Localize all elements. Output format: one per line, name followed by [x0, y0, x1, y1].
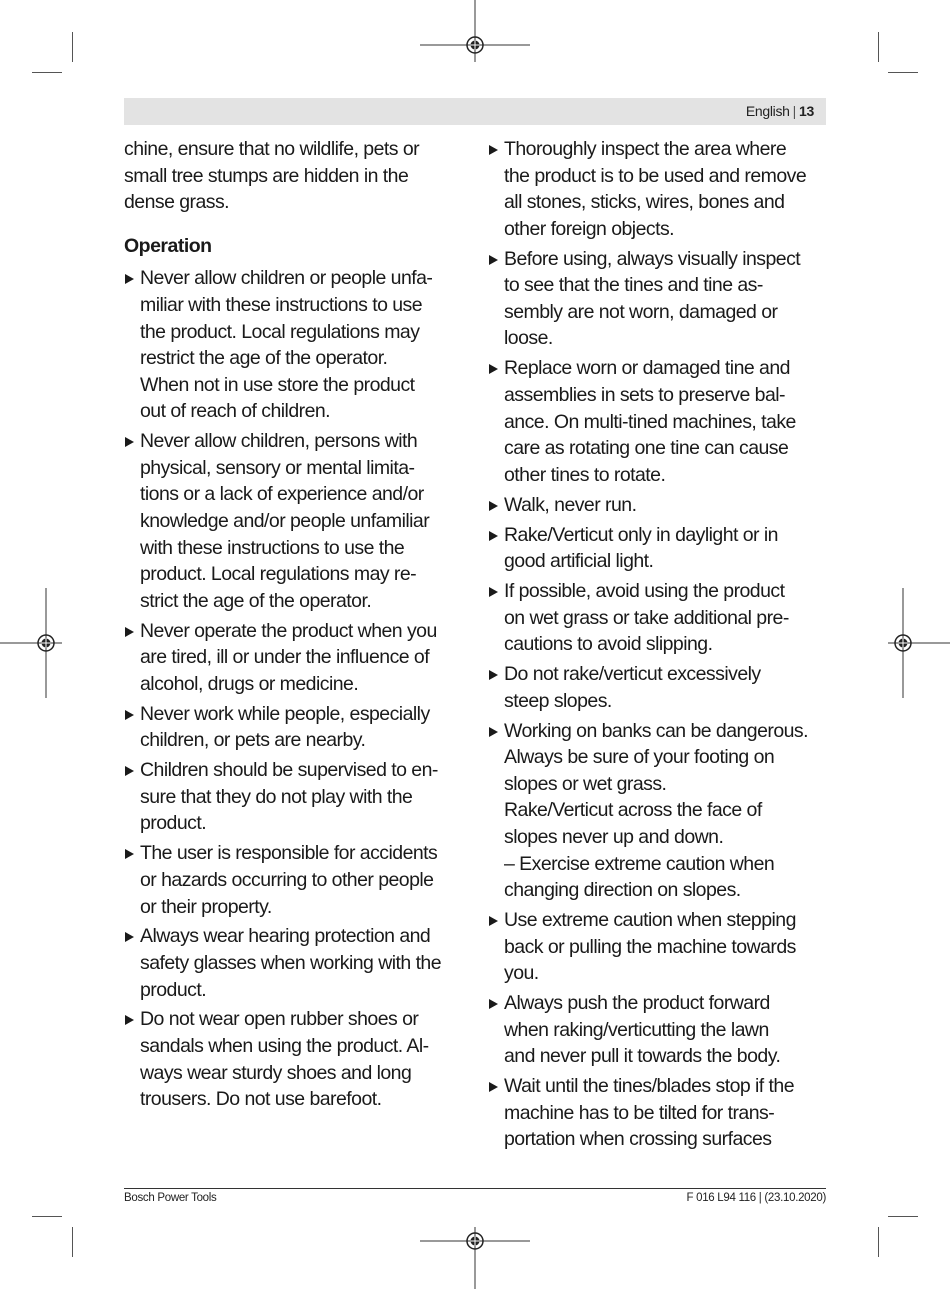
bullet-line: you.	[504, 962, 539, 985]
bullet-line: sandals when using the product. Al-	[140, 1035, 429, 1058]
bullet-line: assemblies in sets to preserve bal-	[504, 383, 785, 406]
bullet-line: Before using, always visually inspect	[504, 247, 801, 270]
bullet-line: Do not wear open rubber shoes or	[140, 1008, 419, 1031]
bullet-line: sembly are not worn, damaged or	[504, 300, 778, 323]
bullet-triangle-icon	[489, 255, 498, 265]
bullet-line: When not in use store the product	[140, 373, 415, 396]
bullet-item	[488, 522, 826, 575]
registration-mark-top	[420, 0, 530, 62]
bullet-line: when raking/verticutting the lawn	[504, 1018, 769, 1041]
header-language: English	[745, 103, 790, 119]
bullet-triangle-icon	[125, 1015, 134, 1025]
bullet-item	[488, 1073, 826, 1153]
bullet-line: children, or pets are nearby.	[140, 729, 366, 752]
crop-mark	[888, 72, 918, 73]
bullet-line: all stones, sticks, wires, bones and	[504, 191, 785, 214]
bullet-triangle-icon	[489, 531, 498, 541]
bullet-item	[488, 246, 826, 352]
intro-line: small tree stumps are hidden in the	[124, 164, 409, 187]
bullet-triangle-icon	[125, 766, 134, 776]
bullet-line: changing direction on slopes.	[504, 879, 741, 902]
bullet-triangle-icon	[489, 727, 498, 737]
bullet-line: cautions to avoid slipping.	[504, 633, 713, 656]
bullet-line: on wet grass or take additional pre-	[504, 606, 789, 629]
bullet-line: Always be sure of your footing on	[504, 746, 775, 769]
bullet-line: physical, sensory or mental limita-	[140, 456, 415, 479]
intro-line: dense grass.	[124, 191, 230, 214]
bullet-line: Never work while people, especially	[140, 702, 430, 725]
bullet-line: slopes or wet grass.	[504, 772, 667, 795]
bullet-item	[124, 265, 462, 425]
bullet-line: sure that they do not play with the	[140, 785, 413, 808]
left-bullet-list	[124, 265, 462, 1112]
footer-doc-id: F 016 L94 116 | (23.10.2020)	[686, 1192, 826, 1204]
bullet-line: ways wear sturdy shoes and long	[140, 1061, 412, 1084]
bullet-line: strict the age of the operator.	[140, 589, 372, 612]
section-heading: Operation	[124, 234, 212, 257]
bullet-line: with these instructions to use the	[140, 536, 405, 559]
registration-mark-bottom	[420, 1227, 530, 1289]
bullet-item	[124, 701, 462, 754]
bullet-line: Walk, never run.	[504, 493, 637, 516]
bullet-item	[124, 757, 462, 837]
bullet-line: slopes never up and down.	[504, 825, 724, 848]
intro-line: chine, ensure that no wildlife, pets or	[124, 138, 420, 160]
bullet-triangle-icon	[489, 501, 498, 511]
crop-mark	[878, 32, 879, 62]
crop-mark	[888, 1216, 918, 1217]
bullet-item	[488, 355, 826, 488]
bullet-item	[124, 428, 462, 614]
intro-paragraph	[124, 136, 462, 216]
bullet-line: the product is to be used and remove	[504, 164, 807, 187]
bullet-line: safety glasses when working with the	[140, 952, 442, 974]
bullet-line: Wait until the tines/blades stop if the	[504, 1075, 794, 1098]
registration-mark-left	[0, 588, 62, 698]
bullet-triangle-icon	[489, 587, 498, 597]
crop-mark	[878, 1227, 879, 1257]
bullet-line: Rake/Verticut across the face of	[504, 799, 762, 822]
bullet-line: back or pulling the machine towards	[504, 935, 796, 958]
bullet-triangle-icon	[489, 364, 498, 374]
bullet-item	[488, 718, 826, 904]
bullet-line: the product. Local regulations may	[140, 320, 420, 343]
bullet-item	[488, 136, 826, 242]
header-text	[746, 103, 814, 119]
crop-mark	[72, 32, 73, 62]
bullet-item	[488, 990, 826, 1070]
right-bullet-list	[488, 136, 826, 1153]
bullet-line: are tired, ill or under the influence of	[140, 646, 430, 669]
left-column	[124, 136, 462, 1116]
bullet-item	[488, 492, 826, 519]
bullet-triangle-icon	[125, 627, 134, 637]
page-header	[124, 98, 826, 125]
bullet-triangle-icon	[489, 145, 498, 155]
bullet-line: Never allow children, persons with	[140, 430, 418, 453]
bullet-line: or their property.	[140, 895, 272, 918]
bullet-line: Working on banks can be dangerous.	[504, 719, 808, 742]
bullet-line: Never allow children or people unfa-	[140, 267, 433, 290]
bullet-item	[124, 923, 462, 1003]
crop-mark	[32, 1216, 62, 1217]
bullet-item	[124, 618, 462, 698]
bullet-line: knowledge and/or people unfamiliar	[140, 510, 430, 533]
bullet-line: product.	[140, 978, 207, 1001]
bullet-line: loose.	[504, 327, 553, 350]
bullet-line: ance. On multi-tined machines, take	[504, 410, 796, 433]
footer-brand: Bosch Power Tools	[124, 1192, 217, 1204]
crop-mark	[72, 1227, 73, 1257]
bullet-line: Children should be supervised to en-	[140, 759, 438, 782]
bullet-triangle-icon	[489, 916, 498, 926]
bullet-line: If possible, avoid using the product	[504, 579, 785, 602]
bullet-triangle-icon	[489, 670, 498, 680]
bullet-line: restrict the age of the operator.	[140, 347, 388, 370]
bullet-item	[488, 578, 826, 658]
bullet-line: and never pull it towards the body.	[504, 1045, 781, 1068]
bullet-item	[124, 840, 462, 920]
bullet-line: trousers. Do not use barefoot.	[140, 1088, 382, 1111]
bullet-line: – Exercise extreme caution when	[504, 852, 775, 875]
bullet-triangle-icon	[125, 849, 134, 859]
bullet-line: to see that the tines and tine as-	[504, 274, 763, 297]
bullet-line: or hazards occurring to other people	[140, 868, 434, 891]
bullet-triangle-icon	[125, 932, 134, 942]
bullet-line: care as rotating one tine can cause	[504, 437, 789, 460]
bullet-triangle-icon	[125, 274, 134, 284]
bullet-line: other tines to rotate.	[504, 463, 666, 486]
bullet-triangle-icon	[125, 437, 134, 447]
registration-mark-right	[888, 588, 950, 698]
bullet-line: machine has to be tilted for trans-	[504, 1101, 775, 1124]
crop-mark	[32, 72, 62, 73]
bullet-triangle-icon	[489, 999, 498, 1009]
bullet-line: Do not rake/verticut excessively	[504, 663, 761, 686]
bullet-line: Use extreme caution when stepping	[504, 909, 796, 931]
bullet-line: other foreign objects.	[504, 217, 675, 240]
bullet-line: product. Local regulations may re-	[140, 563, 417, 586]
bullet-line: The user is responsible for accidents	[140, 842, 438, 865]
bullet-triangle-icon	[489, 1082, 498, 1092]
page-number: 13	[799, 103, 814, 119]
bullet-line: good artificial light.	[504, 550, 654, 573]
footer-rule	[124, 1188, 826, 1189]
bullet-line: tions or a lack of experience and/or	[140, 483, 424, 506]
header-separator: |	[792, 103, 797, 119]
bullet-line: Always wear hearing protection and	[140, 925, 431, 948]
bullet-line: portation when crossing surfaces	[504, 1128, 772, 1151]
bullet-triangle-icon	[125, 710, 134, 720]
bullet-item	[124, 1006, 462, 1112]
bullet-line: steep slopes.	[504, 689, 612, 712]
bullet-line: alcohol, drugs or medicine.	[140, 672, 359, 695]
right-column	[488, 136, 826, 1156]
bullet-line: miliar with these instructions to use	[140, 293, 423, 316]
bullet-line: Never operate the product when you	[140, 619, 437, 642]
bullet-line: product.	[140, 812, 207, 835]
bullet-line: Rake/Verticut only in daylight or in	[504, 523, 778, 546]
bullet-item	[488, 907, 826, 987]
bullet-line: Replace worn or damaged tine and	[504, 357, 790, 380]
bullet-line: Thoroughly inspect the area where	[504, 138, 787, 160]
bullet-line: Always push the product forward	[504, 992, 770, 1015]
bullet-line: out of reach of children.	[140, 400, 331, 423]
bullet-item	[488, 661, 826, 714]
